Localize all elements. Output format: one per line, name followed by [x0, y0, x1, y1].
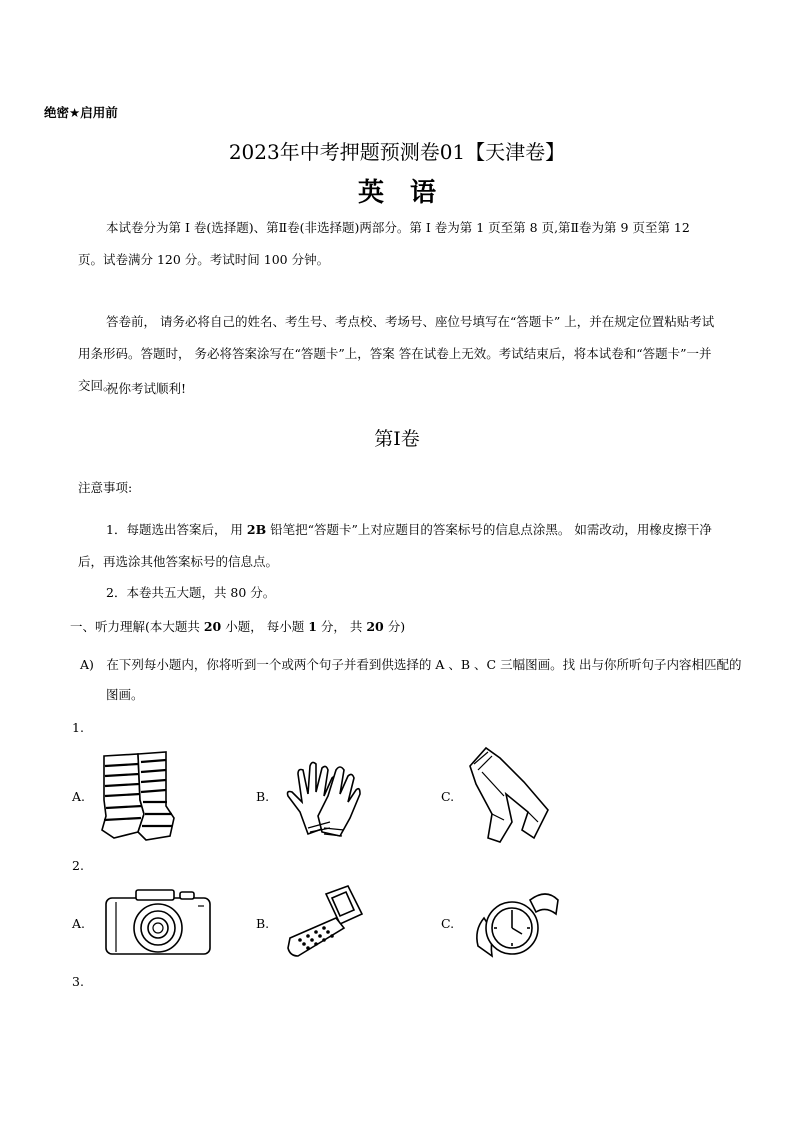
confidential-mark: 绝密★启用前	[44, 105, 118, 120]
flip-phone-icon	[282, 884, 368, 960]
notice-item-1-bold: 2B	[246, 522, 267, 537]
part-a-instructions: A) 在下列每小题内，你将听到一个或两个句子并看到供选择的 A 、B 、C 三幅图画。找 出与你所听句子内容相匹配的图画。	[80, 657, 742, 702]
question-number: 1.	[72, 720, 84, 735]
exam-title: 2023年中考押题预测卷01【天津卷】	[228, 140, 566, 164]
section-1-count: 20	[203, 619, 222, 634]
option-label: A.	[72, 916, 86, 931]
section-1-mid2: 分， 共	[316, 619, 367, 634]
section-1-mid1: 小题， 每小题	[221, 619, 309, 634]
subject-title: 英语	[357, 178, 462, 208]
gloves-icon	[278, 756, 364, 842]
pants-icon	[464, 742, 556, 846]
intro-paragraph-3: 祝你考试顺利!	[106, 381, 187, 396]
section-1-total: 20	[366, 619, 384, 634]
volume-title: 第I卷	[374, 428, 420, 450]
intro-paragraph-1: 本试卷分为第 I 卷(选择题)、第Ⅱ卷(非选择题)两部分。第 I 卷为第 1 页至第 8 页,第Ⅱ卷为第 9 页至第 12 页。试卷满分 120 分。考试时间 100 分钟。	[78, 220, 690, 267]
section-1-post: 分)	[383, 619, 406, 634]
option-label: C.	[441, 789, 455, 804]
notice-item-1-post: 铅笔把“答题卡”上对应题目的答案标号的信息点涂黑。 如需改动，用橡皮擦干净后，再选涂其他答案标号的信息点。	[78, 522, 712, 569]
watch-icon	[470, 886, 562, 962]
question-number: 2.	[72, 858, 84, 873]
question-number: 3.	[72, 974, 84, 989]
option-label: A.	[72, 789, 86, 804]
notice-item-2: 2．本卷共五大题，共 80 分。	[106, 585, 276, 600]
notice-heading: 注意事项:	[78, 480, 133, 495]
option-label: C.	[441, 916, 455, 931]
option-label: B.	[256, 789, 270, 804]
notice-item-1	[78, 514, 720, 578]
section-1-point: 1	[308, 619, 317, 634]
camera-icon	[104, 884, 212, 958]
socks-icon	[96, 748, 200, 848]
option-label: B.	[256, 916, 270, 931]
section-1-pre: 一、听力理解(本大题共	[70, 619, 204, 634]
intro-paragraph-2: 答卷前， 请务必将自己的姓名、考生号、考点校、考场号、座位号填写在“答题卡” 上，并在规定位置粘贴考试用条形码。答题时， 务必将答案涂写在“答题卡”上，答案 答在试卷上无效。考试结束后，将本试卷和“答题卡”一并交回。	[78, 314, 715, 393]
notice-item-1-pre: 1．每题选出答案后， 用	[106, 522, 247, 537]
section-1-heading	[70, 617, 405, 635]
